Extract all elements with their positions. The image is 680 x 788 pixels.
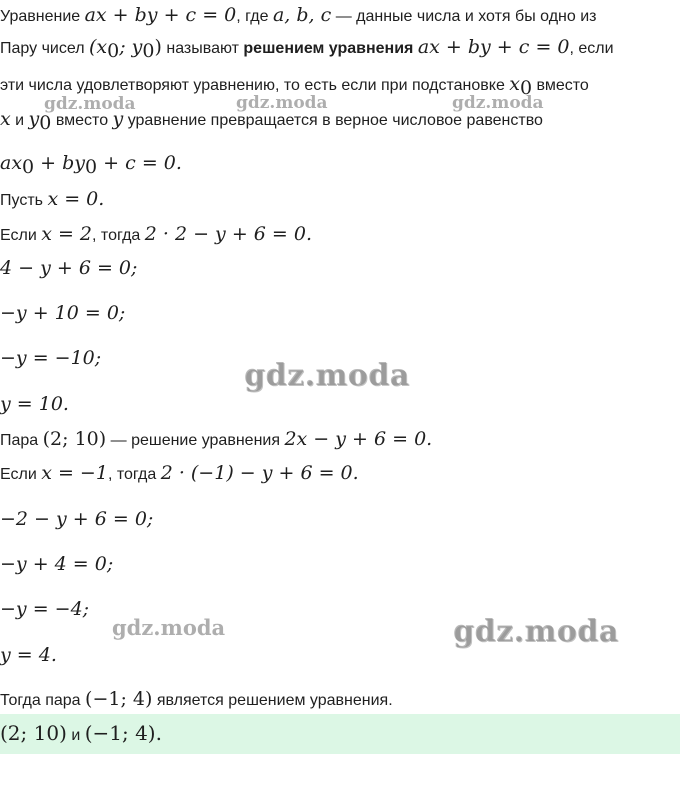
line-11 [0,393,69,415]
line-15 [0,553,113,575]
text: Если [0,227,42,244]
math: (−1; 4) [85,688,153,710]
math: 2 · (−1) − y + 6 = 0. [160,462,359,484]
line-1 [0,4,596,26]
math-sub: 0 [142,40,155,62]
math-sub: 0 [520,77,533,99]
line-3 [0,73,589,99]
math: ax + by + c = 0 [417,36,570,58]
math: x [509,73,521,95]
text: — данные числа и хотя бы одно из [331,8,597,25]
line-16 [0,598,89,620]
text: вместо [532,77,589,94]
text: , если [569,40,614,57]
text: уравнение превращается в верное числовое равенство [123,112,543,129]
text: Пару чисел [0,40,89,57]
math: y = 10. [0,393,69,415]
line-6 [0,188,104,210]
watermark: gdz.moda [452,93,544,113]
text: является решением уравнения. [152,692,393,709]
text: Тогда пара [0,692,86,709]
watermark: gdz.moda [236,93,328,113]
watermark: gdz.moda [453,614,619,649]
line-14 [0,508,153,530]
math: 2 · 2 − y + 6 = 0. [144,223,313,245]
text: , где [236,8,273,25]
math: −y = −4; [0,598,90,620]
line-8 [0,257,137,279]
text: — решение уравнения [106,432,285,449]
watermark: gdz.moda [244,358,410,393]
math: x = 2 [41,223,93,245]
math-sub: 0 [39,112,52,134]
math: y [28,108,40,130]
math: 2x − y + 6 = 0. [284,428,433,450]
line-18 [0,688,393,710]
math: ) [154,36,162,58]
math: (2; 10) [0,721,67,745]
math: −y = −10; [0,347,102,369]
math: 4 − y + 6 = 0; [0,257,138,279]
math-sub: 0 [107,40,120,62]
math: x = 0. [47,188,105,210]
answer-box [0,714,680,754]
math: ax + by + c = 0 [84,4,237,26]
text: называют [161,40,244,57]
math: a, b, c [272,4,332,26]
math: y [112,108,124,130]
math: + c = 0. [97,152,182,174]
line-7 [0,223,312,245]
text: Пусть [0,192,48,209]
line-5 [0,152,182,178]
math-sub: 0 [22,156,35,178]
bold-term: решением уравнения [243,40,414,57]
math: ; y [119,36,143,58]
math: −2 − y + 6 = 0; [0,508,154,530]
watermark: gdz.moda [44,94,136,114]
line-2 [0,36,614,62]
text: Пара [0,432,43,449]
math: x [0,108,11,130]
line-12 [0,428,432,450]
text: , тогда [92,227,145,244]
math: −y + 4 = 0; [0,553,114,575]
math: + by [34,152,86,174]
answer-line [0,721,162,745]
line-13 [0,462,359,484]
math-sub: 0 [85,156,98,178]
math: y = 4. [0,644,57,666]
math: (−1; 4). [84,721,162,745]
math: x = −1 [41,462,108,484]
text: и [66,727,85,744]
math: (x [88,36,108,58]
text: Если [0,466,42,483]
line-9 [0,302,125,324]
math: (2; 10) [42,428,107,450]
math: −y + 10 = 0; [0,302,126,324]
text: , тогда [107,466,161,483]
watermark: gdz.moda [112,615,226,640]
text: эти числа удовлетворяют уравнению, то есть если при подстановке [0,77,510,94]
math: ax [0,152,23,174]
text: Уравнение [0,8,85,25]
text: и [10,112,29,129]
line-17 [0,644,57,666]
line-10 [0,347,101,369]
text: вместо [51,112,113,129]
